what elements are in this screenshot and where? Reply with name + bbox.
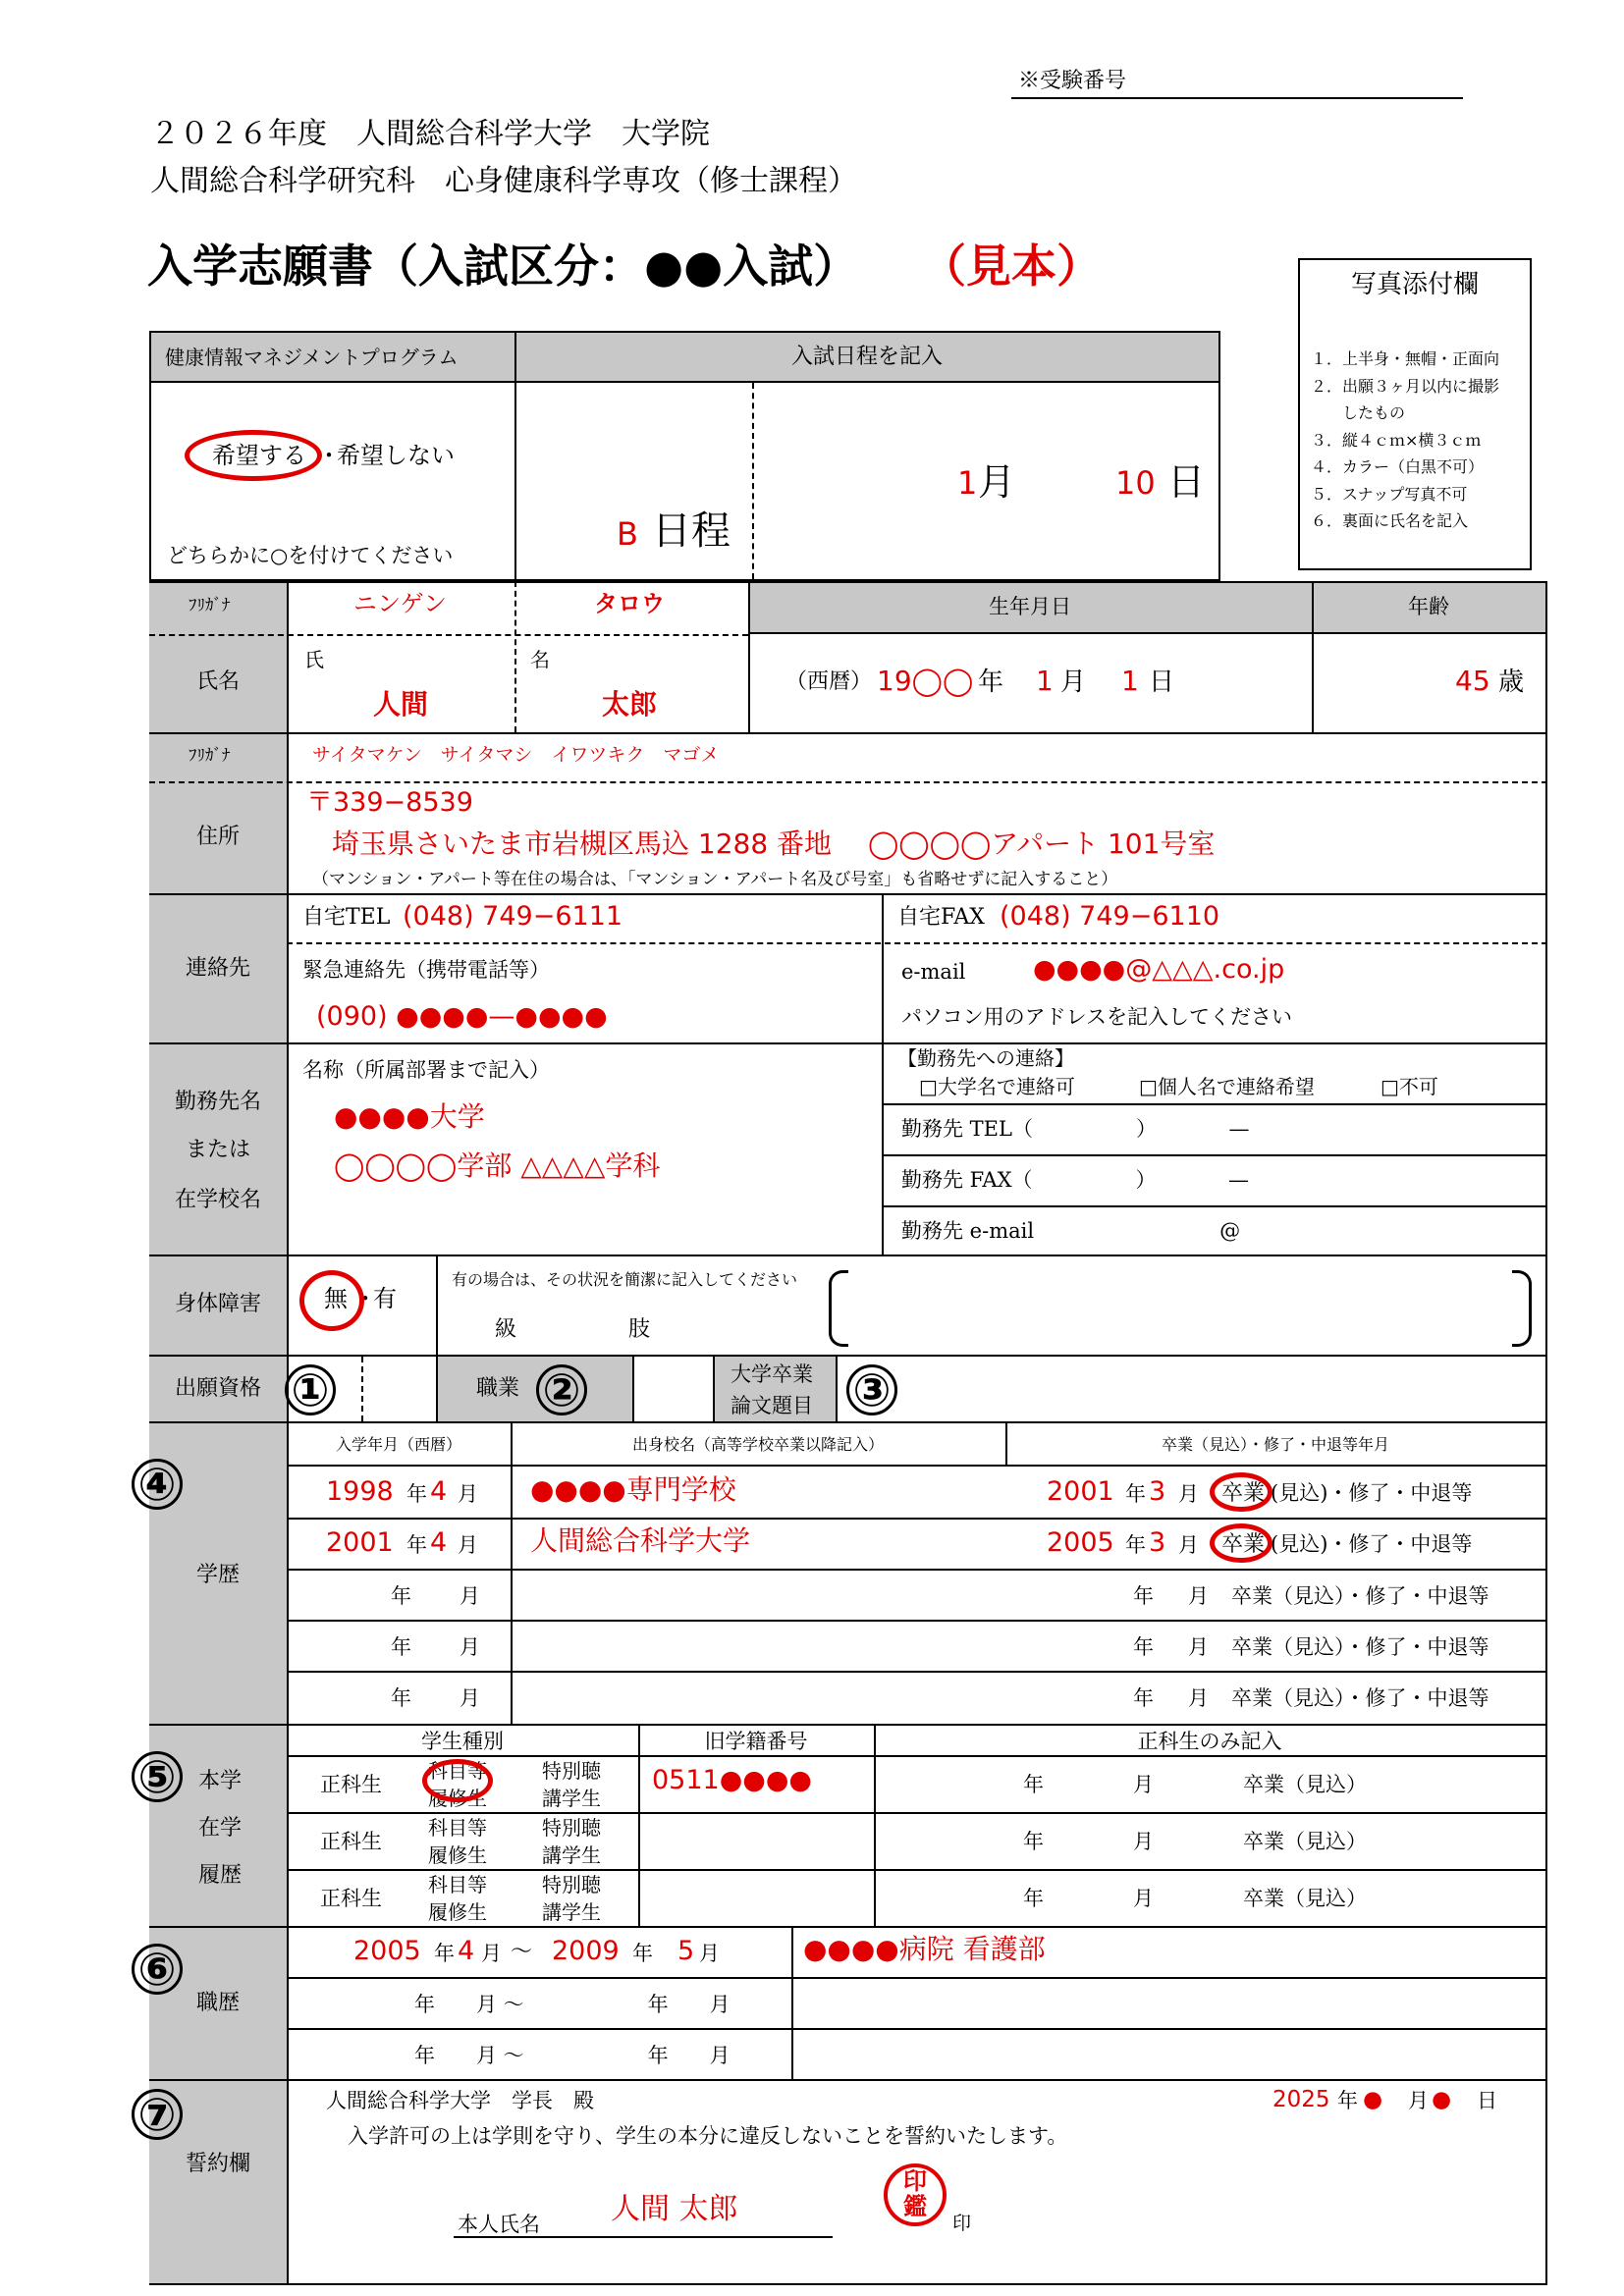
enrollment-label-3: 履歴 bbox=[198, 1863, 243, 1888]
edu2-entry-m-label: 月 bbox=[458, 1533, 478, 1557]
exam-number-label: ※受験番号 bbox=[1018, 69, 1127, 93]
occupation-label: 職業 bbox=[476, 1376, 520, 1401]
edu1-grad-y-label: 年 bbox=[1125, 1482, 1146, 1506]
rule bbox=[149, 1042, 1547, 1044]
birth-year-label: 年 bbox=[978, 667, 1004, 697]
rule bbox=[149, 1255, 1547, 1256]
seal-text-2: 鑑 bbox=[903, 2193, 927, 2220]
edu2-grad-y-label: 年 bbox=[1125, 1533, 1146, 1557]
edu1-status-rest: (見込)・修了・中退等 bbox=[1271, 1481, 1473, 1505]
marker-5: ⑤ bbox=[132, 1751, 183, 1802]
disability-bracket-left bbox=[829, 1270, 848, 1347]
workplace-contact-header: 【勤務先への連絡】 bbox=[897, 1046, 1074, 1070]
edu3-grad-y-label: 年 bbox=[1133, 1584, 1154, 1608]
education-header-school: 出身校名（高等学校卒業以降記入） bbox=[631, 1435, 884, 1454]
edu5-grad-y-label: 年 bbox=[1133, 1686, 1154, 1710]
name-furigana-last: ニンゲン bbox=[353, 590, 448, 617]
enr2-month-label: 月 bbox=[1133, 1830, 1154, 1853]
edu4-status: 卒業（見込）・修了・中退等 bbox=[1231, 1635, 1489, 1659]
enr1-type3b: 講学生 bbox=[542, 1787, 601, 1810]
workplace-email: 勤務先 e-mail @ bbox=[901, 1219, 1241, 1243]
birth-month-label: 月 bbox=[1060, 667, 1087, 697]
rule bbox=[287, 1465, 1547, 1467]
rule bbox=[287, 1671, 1547, 1673]
email-note: パソコン用のアドレスを記入してください bbox=[901, 1005, 1292, 1029]
rule bbox=[882, 893, 884, 1042]
enr2-type2a: 科目等 bbox=[428, 1816, 487, 1840]
enrollment-header-regular: 正科生のみ記入 bbox=[1137, 1730, 1282, 1753]
edu2-status-circle bbox=[1210, 1523, 1272, 1563]
enr1-month-label: 月 bbox=[1133, 1773, 1154, 1796]
career-tilde: 〜 bbox=[511, 1940, 533, 1964]
career-end-m-label: 月 bbox=[699, 1942, 720, 1965]
enr1-year-label: 年 bbox=[1023, 1773, 1044, 1796]
last-name-value: 人間 bbox=[373, 688, 429, 721]
rule bbox=[149, 732, 1547, 734]
photo-rule-2b: したもの bbox=[1311, 403, 1406, 422]
education-header-grad: 卒業（見込）・修了・中退等年月 bbox=[1161, 1435, 1389, 1454]
rule bbox=[149, 331, 1220, 333]
enr3-month-label: 月 bbox=[1133, 1887, 1154, 1910]
enr1-type2a: 科目等 bbox=[428, 1759, 487, 1783]
program-option-yes[interactable]: 希望する bbox=[212, 442, 306, 469]
program-note: どちらかに○を付けてください bbox=[167, 544, 454, 567]
rule bbox=[149, 1355, 1547, 1357]
career-row2: 年 月 〜 年 月 bbox=[414, 1993, 731, 2016]
rule bbox=[149, 1926, 1547, 1928]
disability-none[interactable]: 無 bbox=[324, 1285, 348, 1312]
program-option-no[interactable]: 希望しない bbox=[337, 442, 455, 469]
workplace-name-line1: ●●●●大学 bbox=[334, 1100, 485, 1133]
rule bbox=[514, 581, 516, 732]
address-furigana-label: ﾌﾘｶﾞﾅ bbox=[189, 746, 231, 766]
career-start-y-label: 年 bbox=[434, 1942, 455, 1965]
edu2-entry-year: 2001 bbox=[326, 1527, 394, 1558]
workplace-name-line2: ◯◯◯◯学部 △△△△学科 bbox=[334, 1149, 661, 1182]
rule bbox=[791, 1926, 793, 2079]
enr3-type3b: 講学生 bbox=[542, 1900, 601, 1924]
pledge-date-day: ● bbox=[1432, 2087, 1452, 2112]
age-header: 年齢 bbox=[1408, 595, 1449, 618]
edu4-grad-m-label: 月 bbox=[1188, 1635, 1209, 1659]
program-selected-circle bbox=[185, 430, 322, 481]
photo-rule-6: ６．裏面に氏名を記入 bbox=[1311, 511, 1469, 530]
photo-rule-3: ３．縦４ｃｍ×横３ｃｍ bbox=[1311, 431, 1482, 450]
email-value[interactable]: ●●●●@△△△.co.jp bbox=[1033, 954, 1285, 985]
rule bbox=[511, 1421, 513, 1724]
pledge-text: 入学許可の上は学則を守り、学生の本分に違反しないことを誓約いたします。 bbox=[348, 2124, 1068, 2148]
edu3-grad-m-label: 月 bbox=[1188, 1584, 1209, 1608]
pledge-name: 人間 太郎 bbox=[611, 2192, 738, 2226]
disability-note: 有の場合は、その状況を簡潔に記入してください bbox=[452, 1270, 798, 1289]
enrollment-label-1: 本学 bbox=[198, 1769, 243, 1793]
edu2-school: 人間総合科学大学 bbox=[530, 1524, 751, 1557]
emergency-label: 緊急連絡先（携帯電話等） bbox=[302, 958, 550, 982]
rule bbox=[287, 1812, 1547, 1814]
rule bbox=[632, 1357, 634, 1421]
exam-day-label: 日 bbox=[1167, 460, 1206, 504]
enr2-type1: 正科生 bbox=[320, 1830, 382, 1853]
edu2-status-word: 卒業 bbox=[1221, 1532, 1266, 1557]
enr1-type1: 正科生 bbox=[320, 1773, 382, 1796]
disability-sep: ・ bbox=[353, 1285, 377, 1312]
enr3-grad: 卒業（見込） bbox=[1243, 1887, 1367, 1910]
rule bbox=[287, 942, 1547, 944]
education-label: 学歴 bbox=[195, 1563, 240, 1587]
rule bbox=[752, 383, 754, 579]
address-furigana: サイタマケン サイタマシ イワツキク マゴメ bbox=[312, 744, 720, 766]
rule bbox=[149, 381, 1220, 383]
edu1-grad-month: 3 bbox=[1149, 1476, 1166, 1507]
disability-limb: 肢 bbox=[628, 1317, 651, 1342]
career-place: ●●●●病院 看護部 bbox=[803, 1933, 1046, 1965]
photo-rule-5: ５．スナップ写真不可 bbox=[1311, 485, 1468, 504]
exam-date-header: 入試日程を記入 bbox=[790, 345, 943, 369]
workplace-tel: 勤務先 TEL（ ） — bbox=[901, 1117, 1250, 1141]
edu1-entry-m-label: 月 bbox=[458, 1482, 478, 1506]
first-name-value: 太郎 bbox=[602, 688, 658, 721]
exam-day-value: 10 bbox=[1115, 464, 1156, 502]
workplace-label-2: または bbox=[185, 1138, 250, 1162]
rule bbox=[149, 581, 1547, 583]
rule bbox=[287, 1869, 1547, 1871]
edu1-grad-year: 2001 bbox=[1047, 1476, 1114, 1507]
marker-6: ⑥ bbox=[132, 1944, 183, 1995]
enr3-year-label: 年 bbox=[1023, 1887, 1044, 1910]
disability-selected-circle bbox=[299, 1270, 364, 1331]
enrollment-header-id: 旧学籍番号 bbox=[704, 1730, 808, 1753]
rule bbox=[436, 1355, 438, 1421]
age-value: 45 bbox=[1455, 665, 1490, 697]
rule bbox=[287, 1518, 1547, 1520]
marker-7: ⑦ bbox=[132, 2089, 183, 2140]
edu2-grad-year: 2005 bbox=[1047, 1527, 1114, 1558]
birth-era: （西暦） bbox=[785, 669, 873, 694]
enr1-type-circle bbox=[422, 1759, 493, 1802]
rule bbox=[149, 1724, 1547, 1726]
enr2-type3b: 講学生 bbox=[542, 1843, 601, 1867]
name-furigana-first: タロウ bbox=[594, 590, 665, 617]
rule bbox=[882, 1103, 1547, 1105]
name-furigana-label: ﾌﾘｶﾞﾅ bbox=[189, 596, 231, 615]
rule bbox=[638, 1724, 640, 1926]
exam-number-line bbox=[1011, 97, 1463, 99]
home-fax-label: 自宅FAX bbox=[897, 905, 985, 930]
marker-2: ② bbox=[536, 1364, 587, 1415]
occupation-bg bbox=[436, 1355, 632, 1421]
home-tel-label: 自宅TEL bbox=[302, 905, 391, 930]
pledge-addressee: 人間総合科学大学 学長 殿 bbox=[326, 2089, 594, 2112]
pledge-label: 誓約欄 bbox=[185, 2152, 250, 2176]
qualification-label: 出願資格 bbox=[174, 1376, 261, 1401]
rule bbox=[149, 781, 1547, 783]
edu3-entry-m-label: 月 bbox=[460, 1584, 480, 1608]
photo-rule-2: ２．出願３ヶ月以内に撮影 bbox=[1311, 377, 1500, 396]
rule bbox=[882, 1154, 1547, 1156]
rule bbox=[748, 632, 1547, 634]
edu5-entry-m-label: 月 bbox=[460, 1686, 480, 1710]
career-end-y-label: 年 bbox=[632, 1942, 653, 1965]
rule bbox=[287, 1977, 1547, 1979]
rule bbox=[287, 1569, 1547, 1571]
edu1-entry-y-label: 年 bbox=[406, 1482, 427, 1506]
enrollment-label-2: 在学 bbox=[198, 1816, 243, 1841]
exam-schedule-label: 日程 bbox=[652, 508, 731, 554]
career-start-year: 2005 bbox=[353, 1936, 421, 1966]
address-label: 住所 bbox=[195, 825, 240, 849]
seal-text-1: 印 bbox=[903, 2167, 927, 2195]
rule bbox=[287, 1755, 1547, 1757]
rule bbox=[836, 1355, 838, 1421]
contact-label: 連絡先 bbox=[185, 956, 250, 981]
edu2-status-rest: (見込)・修了・中退等 bbox=[1271, 1532, 1473, 1556]
rule bbox=[361, 1357, 363, 1421]
workplace-opt-none[interactable]: □不可 bbox=[1380, 1075, 1438, 1098]
career-row3: 年 月 〜 年 月 bbox=[414, 2044, 731, 2067]
disability-yes[interactable]: 有 bbox=[373, 1285, 397, 1312]
enr3-type2a: 科目等 bbox=[428, 1873, 487, 1896]
pledge-date-y-label: 年 bbox=[1337, 2089, 1358, 2112]
birth-month: 1 bbox=[1036, 665, 1054, 697]
enr1-type3a: 特別聴 bbox=[542, 1759, 601, 1783]
birth-day-label: 日 bbox=[1149, 667, 1175, 697]
birth-day: 1 bbox=[1121, 665, 1139, 697]
career-end-year: 2009 bbox=[552, 1936, 620, 1966]
edu1-status-word: 卒業 bbox=[1221, 1481, 1266, 1506]
workplace-fax: 勤務先 FAX（ ） — bbox=[901, 1168, 1250, 1192]
pledge-name-label: 本人氏名 bbox=[458, 2213, 540, 2236]
exam-month-value: 1 bbox=[957, 464, 978, 502]
enr3-type3a: 特別聴 bbox=[542, 1873, 601, 1896]
rule bbox=[149, 2283, 1547, 2285]
signature-line bbox=[454, 2236, 833, 2238]
enr2-type2b: 履修生 bbox=[428, 1843, 487, 1867]
enr2-grad: 卒業（見込） bbox=[1243, 1830, 1367, 1853]
rule bbox=[149, 1421, 1547, 1423]
edu2-grad-m-label: 月 bbox=[1178, 1533, 1199, 1557]
edu2-entry-month: 4 bbox=[430, 1527, 448, 1558]
pledge-date-year: 2025 bbox=[1272, 2087, 1330, 2112]
age-unit: 歳 bbox=[1498, 667, 1525, 697]
last-name-label: 氏 bbox=[304, 648, 324, 671]
name-label: 氏名 bbox=[195, 669, 240, 694]
enr1-type2b: 履修生 bbox=[428, 1787, 487, 1810]
rule bbox=[149, 893, 1547, 895]
workplace-opt-univ[interactable]: □大学名で連絡可 bbox=[919, 1075, 1075, 1098]
emergency-value[interactable]: (090) ●●●●—●●●● bbox=[316, 1001, 608, 1032]
enr1-grad: 卒業（見込） bbox=[1243, 1773, 1367, 1796]
exam-schedule-value: B bbox=[617, 515, 638, 553]
enr2-type3a: 特別聴 bbox=[542, 1816, 601, 1840]
enrollment-header-type: 学生種別 bbox=[421, 1730, 504, 1753]
rule bbox=[713, 1355, 715, 1421]
thesis-label-1: 大学卒業 bbox=[731, 1362, 813, 1386]
edu3-status: 卒業（見込）・修了・中退等 bbox=[1231, 1584, 1489, 1608]
photo-rule-4: ４．カラー（白黒不可） bbox=[1311, 457, 1485, 476]
edu4-grad-y-label: 年 bbox=[1133, 1635, 1154, 1659]
exam-month-label: 月 bbox=[978, 460, 1016, 504]
edu5-entry-y-label: 年 bbox=[391, 1686, 411, 1710]
pledge-date-d-label: 日 bbox=[1477, 2089, 1497, 2112]
home-fax-value[interactable]: (048) 749−6110 bbox=[1000, 901, 1220, 932]
edu2-entry-y-label: 年 bbox=[406, 1533, 427, 1557]
photo-box-title: 写真添付欄 bbox=[1350, 270, 1479, 299]
workplace-label-1: 勤務先名 bbox=[174, 1090, 261, 1114]
birth-year: 19◯◯ bbox=[877, 665, 974, 697]
workplace-label-3: 在学校名 bbox=[174, 1188, 261, 1212]
enr3-type2b: 履修生 bbox=[428, 1900, 487, 1924]
marker-4: ④ bbox=[132, 1459, 183, 1510]
header-line1: ２０２６年度 人間総合科学大学 大学院 bbox=[150, 117, 710, 151]
rule bbox=[149, 2079, 1547, 2081]
pledge-date-month: ● bbox=[1363, 2087, 1383, 2112]
disability-grade: 級 bbox=[495, 1317, 517, 1342]
seal-mark-label: 印 bbox=[952, 2213, 972, 2234]
edu5-status: 卒業（見込）・修了・中退等 bbox=[1231, 1686, 1489, 1710]
career-end-month: 5 bbox=[677, 1936, 695, 1966]
rule bbox=[149, 634, 748, 636]
email-label: e-mail bbox=[901, 960, 966, 984]
marker-3: ③ bbox=[846, 1364, 897, 1415]
workplace-name-label: 名称（所属部署まで記入） bbox=[302, 1058, 550, 1082]
career-start-m-label: 月 bbox=[481, 1942, 502, 1965]
rule bbox=[882, 1205, 1547, 1207]
edu3-entry-y-label: 年 bbox=[391, 1584, 411, 1608]
career-label: 職歴 bbox=[195, 1991, 240, 2015]
enr3-type1: 正科生 bbox=[320, 1887, 382, 1910]
enr2-year-label: 年 bbox=[1023, 1830, 1044, 1853]
enr1-old-id: 0511●●●● bbox=[652, 1765, 812, 1795]
rule bbox=[882, 1042, 884, 1255]
edu4-entry-y-label: 年 bbox=[391, 1635, 411, 1659]
rule bbox=[287, 2028, 1547, 2030]
edu4-entry-m-label: 月 bbox=[460, 1635, 480, 1659]
workplace-opt-personal[interactable]: □個人名で連絡希望 bbox=[1139, 1075, 1315, 1098]
program-header: 健康情報マネジメントプログラム bbox=[165, 346, 459, 369]
education-header-entry: 入学年月（西暦） bbox=[335, 1435, 461, 1454]
edu2-grad-month: 3 bbox=[1149, 1527, 1166, 1558]
edu1-school: ●●●●専門学校 bbox=[530, 1473, 736, 1506]
disability-bracket-right bbox=[1512, 1270, 1532, 1347]
photo-rule-1: １．上半身・無帽・正面向 bbox=[1311, 349, 1500, 368]
birth-header: 生年月日 bbox=[989, 595, 1071, 618]
edu5-grad-m-label: 月 bbox=[1188, 1686, 1209, 1710]
career-start-month: 4 bbox=[458, 1936, 475, 1966]
edu1-entry-month: 4 bbox=[430, 1476, 448, 1507]
first-name-label: 名 bbox=[530, 648, 550, 671]
edu1-grad-m-label: 月 bbox=[1178, 1482, 1199, 1506]
marker-1: ① bbox=[285, 1364, 336, 1415]
pledge-date-m-label: 月 bbox=[1408, 2089, 1429, 2112]
rule bbox=[287, 1620, 1547, 1622]
rule bbox=[874, 1724, 876, 1926]
thesis-label-2: 論文題目 bbox=[731, 1394, 813, 1417]
postal-code: 〒339−8539 bbox=[306, 787, 473, 818]
edu1-entry-year: 1998 bbox=[326, 1476, 394, 1507]
rule bbox=[436, 1255, 438, 1355]
address-note: （マンション・アパート等在住の場合は、「マンション・アパート名及び号室」も省略せずに記入すること） bbox=[312, 870, 1118, 889]
home-tel-value[interactable]: (048) 749−6111 bbox=[403, 901, 623, 932]
header-line2: 人間総合科学研究科 心身健康科学専攻（修士課程） bbox=[150, 164, 857, 198]
form-title: 入学志願書（入試区分：●●入試） bbox=[147, 240, 859, 293]
disability-label: 身体障害 bbox=[174, 1292, 261, 1316]
edu1-status-circle bbox=[1210, 1472, 1272, 1512]
sample-mark: （見本） bbox=[921, 240, 1102, 293]
program-sep: ・ bbox=[317, 442, 341, 469]
address-line: 埼玉県さいたま市岩槻区馬込 1288 番地 ◯◯◯◯アパート 101号室 bbox=[332, 828, 1216, 860]
